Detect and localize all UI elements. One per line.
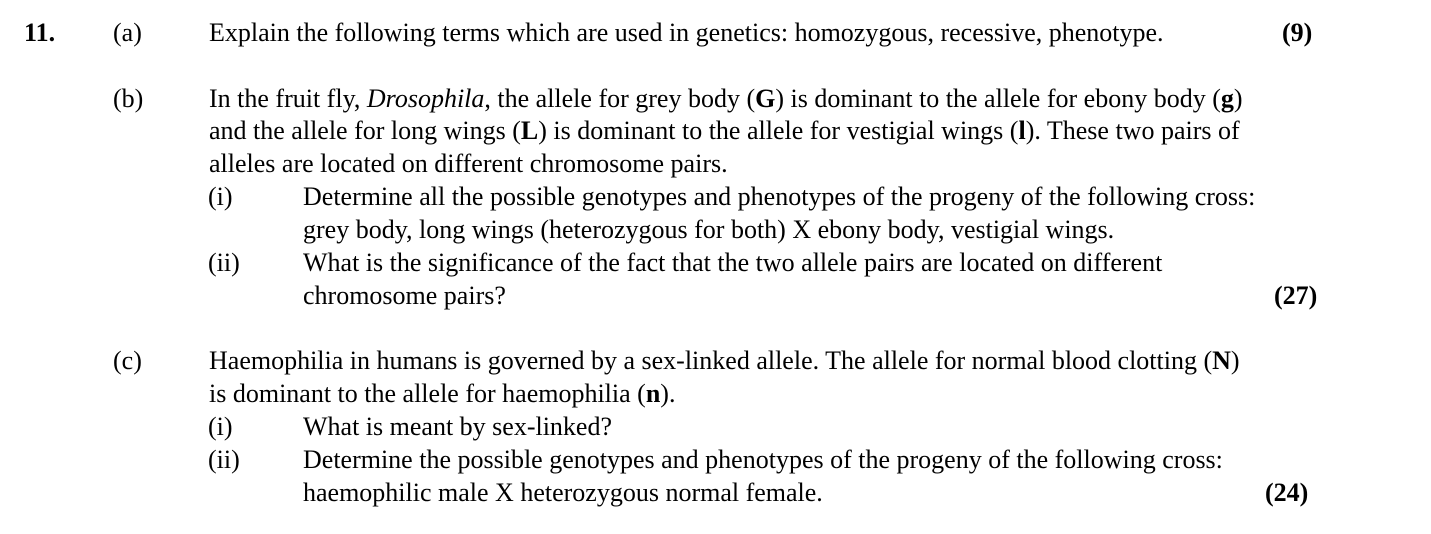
- part-b-line-1: In the fruit fly, Drosophila, the allele for grey body (G) is dominant to the allele for ebony body (g): [209, 84, 1243, 113]
- part-c-sub-i-label: (i): [208, 412, 233, 441]
- part-b-sub-ii-line-2: chromosome pairs?: [303, 281, 506, 310]
- part-c-marks: (24): [1265, 478, 1309, 507]
- part-b-sub-ii-line-1: What is the significance of the fact that the two allele pairs are located on different: [303, 248, 1163, 277]
- part-a-marks: (9): [1282, 18, 1313, 47]
- part-c-line-1: Haemophilia in humans is governed by a sex-linked allele. The allele for normal blood clotting (N): [209, 346, 1240, 375]
- part-c-line-2: is dominant to the allele for haemophilia (n).: [209, 379, 676, 408]
- part-c-sub-i-text: What is meant by sex-linked?: [303, 412, 613, 441]
- part-a-text: Explain the following terms which are used in genetics: homozygous, recessive, phenotype.: [209, 18, 1164, 47]
- part-c-sub-ii-line-2: haemophilic male X heterozygous normal female.: [303, 478, 823, 507]
- part-b-marks: (27): [1274, 281, 1318, 310]
- part-b-sub-ii-label: (ii): [208, 248, 240, 277]
- part-c-label: (c): [113, 346, 142, 375]
- part-b-sub-i-line-1: Determine all the possible genotypes and phenotypes of the progeny of the following cross:: [303, 182, 1256, 211]
- part-b-line-2: and the allele for long wings (L) is dominant to the allele for vestigial wings (l). These two pairs of: [209, 116, 1240, 145]
- part-b-label: (b): [113, 84, 144, 113]
- part-b-line-3: alleles are located on different chromosome pairs.: [209, 149, 728, 178]
- question-number: 11.: [24, 18, 56, 47]
- part-a-label: (a): [113, 18, 142, 47]
- part-b-sub-i-label: (i): [208, 182, 233, 211]
- species-name: Drosophila: [366, 84, 485, 113]
- part-b-sub-i-line-2: grey body, long wings (heterozygous for both) X ebony body, vestigial wings.: [303, 215, 1115, 244]
- part-c-sub-ii-line-1: Determine the possible genotypes and phenotypes of the progeny of the following cross:: [303, 445, 1223, 474]
- part-c-sub-ii-label: (ii): [208, 445, 240, 474]
